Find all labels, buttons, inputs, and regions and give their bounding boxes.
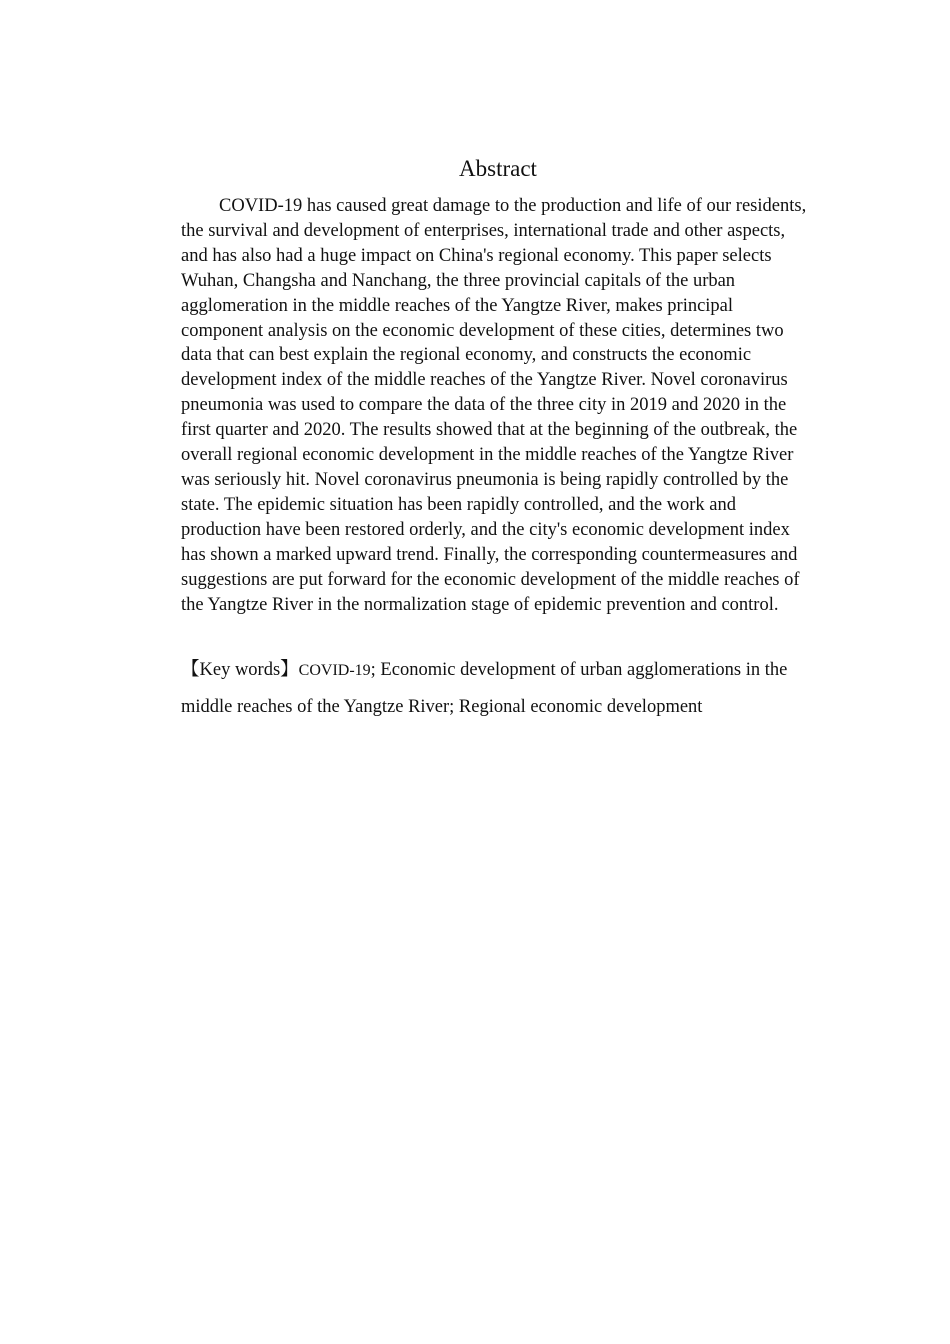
keywords-rest: ; Economic development of urban agglomerations in the middle reaches of the Yangtze River; Regional economic development (181, 660, 788, 717)
keywords-label: 【Key words】 (181, 660, 299, 680)
keywords-line (181, 652, 821, 725)
abstract-title: Abstract (459, 156, 537, 181)
keyword-covid: COVID-19 (298, 662, 371, 679)
abstract-paragraph: COVID-19 has caused great damage to the production and life of our residents, the survival and development of enterprises, international trade and other aspects, and has also had a huge impact on China's regional economy. This paper selects Wuhan, Changsha and Nanchang, the three provincial capitals of the urban agglomeration in the middle reaches of the Yangtze River, makes principal component analysis on the economic development of these cities, determines two data that can best explain the regional economy, and constructs the economic development index of the middle reaches of the Yangtze River. Novel coronavirus pneumonia was used to compare the data of the three city in 2019 and 2020 in the first quarter and 2020. The results showed that at the beginning of the outbreak, the overall regional economic development in the middle reaches of the Yangtze River was seriously hit. Novel coronavirus pneumonia is being rapidly controlled by the state. The epidemic situation has been rapidly controlled, and the work and production have been restored orderly, and the city's economic development index has shown a marked upward trend. Finally, the corresponding countermeasures and suggestions are put forward for the economic development of the middle reaches of the Yangtze River in the normalization stage of epidemic prevention and control. (181, 196, 807, 615)
